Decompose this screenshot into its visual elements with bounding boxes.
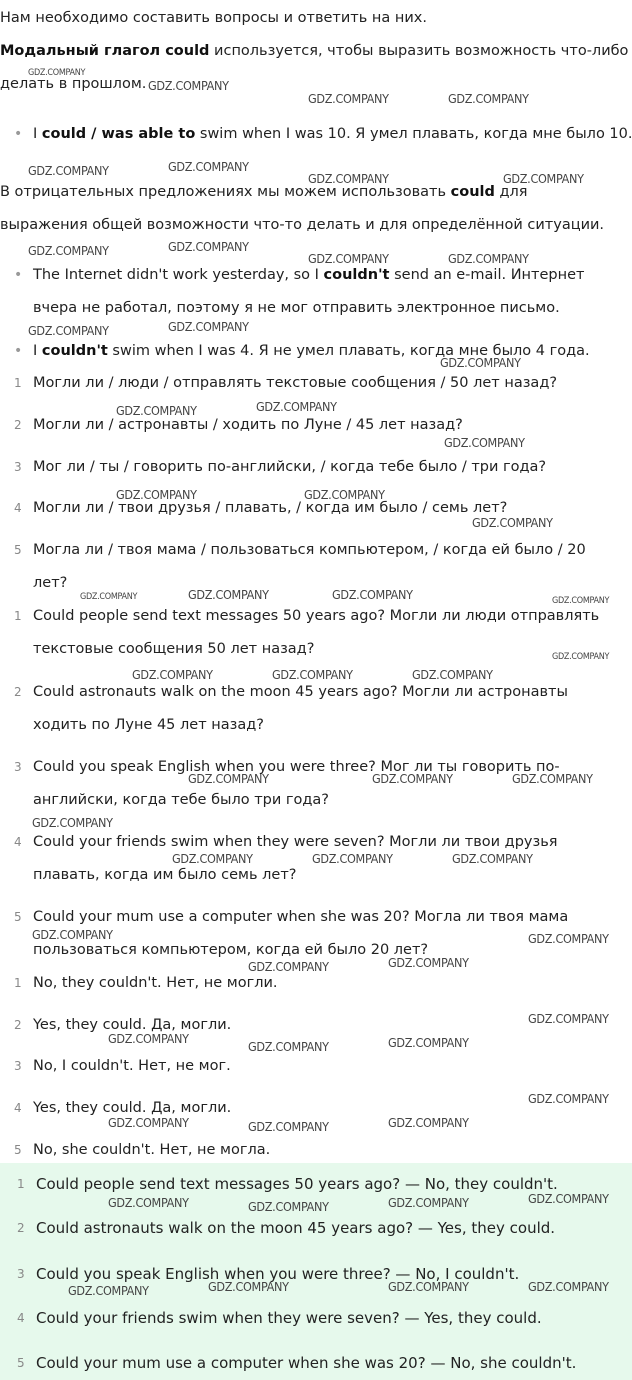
example-2-line2: вчера не работал, поэтому я не мог отправить электронное письмо. [33,300,560,316]
watermark: GDZ.COMPANY [32,927,113,942]
watermark: GDZ.COMPANY [256,399,337,414]
bullet-icon: • [14,343,23,359]
watermark: GDZ.COMPANY [116,403,197,418]
watermark: GDZ.COMPANY [552,596,610,606]
negative-rule-pre: В отрицательных предложениях мы можем использовать [0,184,451,200]
final-item: Could your mum use a computer when she was 20? — No, she couldn't. [36,1354,577,1372]
watermark: GDZ.COMPANY [388,1195,469,1210]
question-item: Could people send text messages 50 years ago? Могли ли люди отправлять [33,608,600,624]
example-1-bold: could / was able to [41,126,196,142]
example-1-post: swim when I was 10. Я умел плавать, когда мне было 10. [195,126,632,142]
rule-text [0,41,628,61]
watermark: GDZ.COMPANY [108,1115,189,1130]
final-number: 3 [17,1267,25,1281]
watermark: GDZ.COMPANY [32,815,113,830]
example-2-post: send an e-mail. Интернет [389,267,585,283]
watermark: GDZ.COMPANY [388,1279,469,1294]
watermark: GDZ.COMPANY [28,68,86,78]
prompt-item: Мог ли / ты / говорить по-английски, / когда тебе было / три года? [33,459,547,475]
watermark: GDZ.COMPANY [116,487,197,502]
watermark: GDZ.COMPANY [412,667,493,682]
watermark: GDZ.COMPANY [440,355,521,370]
watermark: GDZ.COMPANY [528,931,609,946]
watermark: GDZ.COMPANY [148,78,229,93]
rule-text-line2: делать в прошлом. [0,76,147,92]
watermark: GDZ.COMPANY [472,515,553,530]
watermark: GDZ.COMPANY [248,1119,329,1134]
answer-item: No, she couldn't. Нет, не могла. [33,1142,271,1158]
prompt-number: 4 [14,501,22,515]
watermark: GDZ.COMPANY [248,1199,329,1214]
negative-rule-post: для [494,184,528,200]
prompt-item-continued: лет? [33,575,68,591]
negative-rule-bold: could [450,184,495,200]
answer-number: 3 [14,1059,22,1073]
watermark: GDZ.COMPANY [272,667,353,682]
question-number: 5 [14,910,22,924]
watermark: GDZ.COMPANY [512,771,593,786]
watermark: GDZ.COMPANY [168,239,249,254]
question-number: 2 [14,685,22,699]
watermark: GDZ.COMPANY [332,587,413,602]
prompt-item: Могла ли / твоя мама / пользоваться компьютером, / когда ей было / 20 [33,542,586,558]
final-number: 1 [17,1177,25,1191]
watermark: GDZ.COMPANY [388,955,469,970]
final-number: 4 [17,1311,25,1325]
question-number: 1 [14,609,22,623]
watermark: GDZ.COMPANY [168,159,249,174]
answer-number: 1 [14,976,22,990]
watermark: GDZ.COMPANY [28,243,109,258]
watermark: GDZ.COMPANY [132,667,213,682]
watermark: GDZ.COMPANY [528,1191,609,1206]
watermark: GDZ.COMPANY [28,323,109,338]
example-2-pre: The Internet didn't work yesterday, so I [33,267,324,283]
watermark: GDZ.COMPANY [448,91,529,106]
watermark: GDZ.COMPANY [248,1039,329,1054]
final-item: Could people send text messages 50 years ago? — No, they couldn't. [36,1175,558,1193]
prompt-number: 5 [14,543,22,557]
prompt-item: Могли ли / твои друзья / плавать, / когда им было / семь лет? [33,500,508,516]
question-item-continued: ходить по Луне 45 лет назад? [33,717,264,733]
rule-bold: Модальный глагол could [0,43,210,59]
watermark: GDZ.COMPANY [528,1091,609,1106]
answer-item: No, they couldn't. Нет, не могли. [33,975,278,991]
watermark: GDZ.COMPANY [108,1195,189,1210]
watermark: GDZ.COMPANY [372,771,453,786]
watermark: GDZ.COMPANY [388,1035,469,1050]
question-item-continued: текстовые сообщения 50 лет назад? [33,641,315,657]
negative-rule-line2: выражения общей возможности что-то делать и для определённой ситуации. [0,217,605,233]
watermark: GDZ.COMPANY [188,587,269,602]
watermark: GDZ.COMPANY [552,652,610,662]
watermark: GDZ.COMPANY [172,851,253,866]
answer-item: No, I couldn't. Нет, не мог. [33,1058,231,1074]
example-3-post: swim when I was 4. Я не умел плавать, когда мне было 4 года. [107,343,590,359]
watermark: GDZ.COMPANY [108,1031,189,1046]
question-item-continued: пользоваться компьютером, когда ей было 20 лет? [33,942,429,958]
watermark: GDZ.COMPANY [304,487,385,502]
answer-number: 2 [14,1018,22,1032]
question-item: Could astronauts walk on the moon 45 years ago? Могли ли астронавты [33,684,568,700]
rule-rest: используется, чтобы выразить возможность что-либо [209,43,629,59]
watermark: GDZ.COMPANY [452,851,533,866]
question-item: Could your mum use a computer when she was 20? Могла ли твоя мама [33,909,569,925]
watermark: GDZ.COMPANY [528,1279,609,1294]
example-2 [33,265,584,285]
final-item: Could you speak English when you were three? — No, I couldn't. [36,1265,520,1283]
final-item: Could your friends swim when they were seven? — Yes, they could. [36,1309,542,1327]
answer-number: 5 [14,1143,22,1157]
watermark: GDZ.COMPANY [168,319,249,334]
watermark: GDZ.COMPANY [528,1011,609,1026]
question-item: Could you speak English when you were three? Мог ли ты говорить по- [33,759,560,775]
prompt-number: 1 [14,376,22,390]
question-item-continued: английски, когда тебе было три года? [33,792,329,808]
answer-item: Yes, they could. Да, могли. [33,1100,232,1116]
final-number: 5 [17,1356,25,1370]
watermark: GDZ.COMPANY [68,1283,149,1298]
watermark: GDZ.COMPANY [28,163,109,178]
prompt-item: Могли ли / люди / отправлять текстовые сообщения / 50 лет назад? [33,375,558,391]
intro-line: Нам необходимо составить вопросы и ответить на них. [0,10,427,26]
watermark: GDZ.COMPANY [248,959,329,974]
example-1 [33,124,632,144]
example-1-pre: I [33,126,42,142]
example-2-bold: couldn't [323,267,390,283]
watermark: GDZ.COMPANY [188,771,269,786]
final-number: 2 [17,1221,25,1235]
final-item: Could astronauts walk on the moon 45 years ago? — Yes, they could. [36,1219,556,1237]
watermark: GDZ.COMPANY [80,592,138,602]
negative-rule [0,182,528,202]
watermark: GDZ.COMPANY [308,171,389,186]
bullet-icon: • [14,267,23,283]
prompt-number: 2 [14,418,22,432]
example-3-bold: couldn't [41,343,108,359]
answer-item: Yes, they could. Да, могли. [33,1017,232,1033]
question-item: Could your friends swim when they were seven? Могли ли твои друзья [33,834,558,850]
question-number: 3 [14,760,22,774]
watermark: GDZ.COMPANY [208,1279,289,1294]
watermark: GDZ.COMPANY [308,251,389,266]
answer-number: 4 [14,1101,22,1115]
watermark: GDZ.COMPANY [308,91,389,106]
watermark: GDZ.COMPANY [444,435,525,450]
watermark: GDZ.COMPANY [448,251,529,266]
question-item-continued: плавать, когда им было семь лет? [33,867,297,883]
watermark: GDZ.COMPANY [312,851,393,866]
bullet-icon: • [14,126,23,142]
question-number: 4 [14,835,22,849]
example-3-pre: I [33,343,42,359]
prompt-number: 3 [14,460,22,474]
watermark: GDZ.COMPANY [388,1115,469,1130]
prompt-item: Могли ли / астронавты / ходить по Луне / 45 лет назад? [33,417,463,433]
watermark: GDZ.COMPANY [503,171,584,186]
